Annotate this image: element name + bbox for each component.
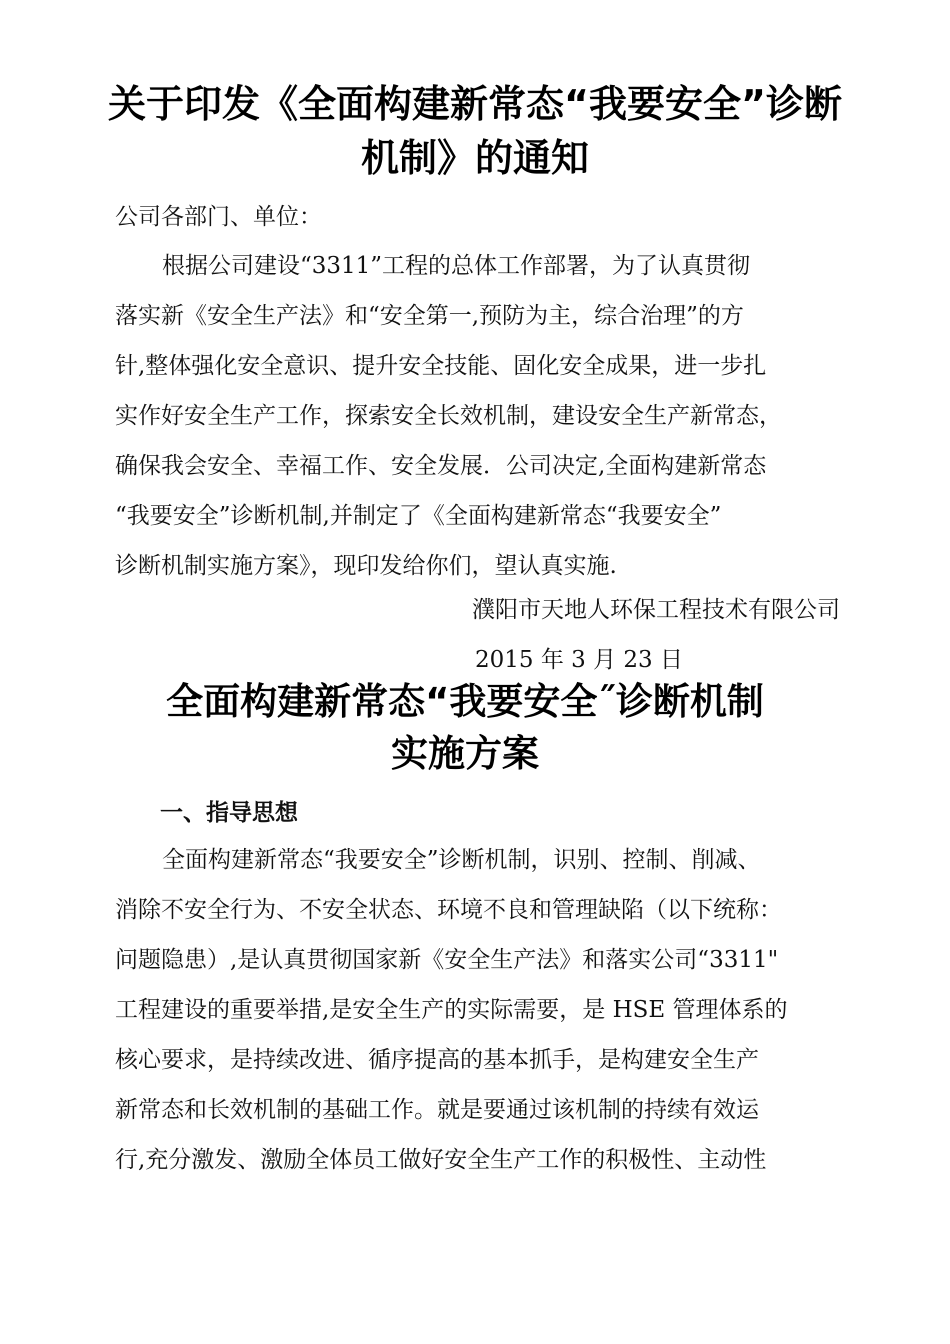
notice-body-line: 落实新《安全生产法》和“安全第一,预防为主，综合治理”的方 — [115, 303, 744, 329]
plan-body-line: 核心要求，是持续改进、循序提高的基本抓手，是构建安全生产 — [115, 1047, 759, 1073]
plan-body-line: 全面构建新常态“我要安全”诊断机制，识别、控制、削减、 — [162, 847, 761, 873]
plan-title-line-2: 实施方案 — [391, 732, 539, 775]
plan-title-line-1: 全面构建新常态“我要安全˝诊断机制 — [166, 680, 764, 723]
section-heading-guiding-ideology: 一、指导思想 — [160, 800, 298, 826]
notice-title-line-2: 机制》的通知 — [360, 136, 589, 180]
notice-date: 2015 年 3 月 23 日 — [475, 647, 683, 673]
notice-title-line-1: 关于印发《全面构建新常态“我要安全”诊断 — [108, 82, 842, 126]
plan-section-1-body — [115, 835, 855, 1185]
notice-signature: 濮阳市天地人环保工程技术有限公司 — [472, 597, 840, 623]
plan-body-line: 问题隐患）,是认真贯彻国家新《安全生产法》和落实公司“3311" — [115, 947, 779, 973]
notice-body-line: 实作好安全生产工作，探索安全长效机制，建设安全生产新常态， — [115, 403, 782, 429]
plan-body-line: 行,充分激发、激励全体员工做好安全生产工作的积极性、主动性 — [115, 1147, 767, 1173]
plan-body-line: 工程建设的重要举措,是安全生产的实际需要，是 HSE 管理体系的 — [115, 997, 788, 1023]
notice-body — [115, 241, 855, 591]
notice-salutation: 公司各部门、单位： — [115, 204, 322, 230]
notice-body-line: 诊断机制实施方案》，现印发给你们，望认真实施. — [115, 553, 617, 579]
plan-body-line: 新常态和长效机制的基础工作。就是要通过该机制的持续有效运 — [115, 1097, 759, 1123]
notice-body-line: 确保我会安全、幸福工作、安全发展．公司决定,全面构建新常态 — [115, 453, 767, 479]
notice-body-line: 根据公司建设“3311”工程的总体工作部署，为了认真贯彻 — [162, 253, 751, 279]
notice-body-line: “我要安全”诊断机制,并制定了《全面构建新常态“我要安全” — [115, 503, 722, 529]
plan-body-line: 消除不安全行为、不安全状态、环境不良和管理缺陷（以下统称： — [115, 897, 782, 923]
notice-body-line: 针,整体强化安全意识、提升安全技能、固化安全成果，进一步扎 — [115, 353, 767, 379]
